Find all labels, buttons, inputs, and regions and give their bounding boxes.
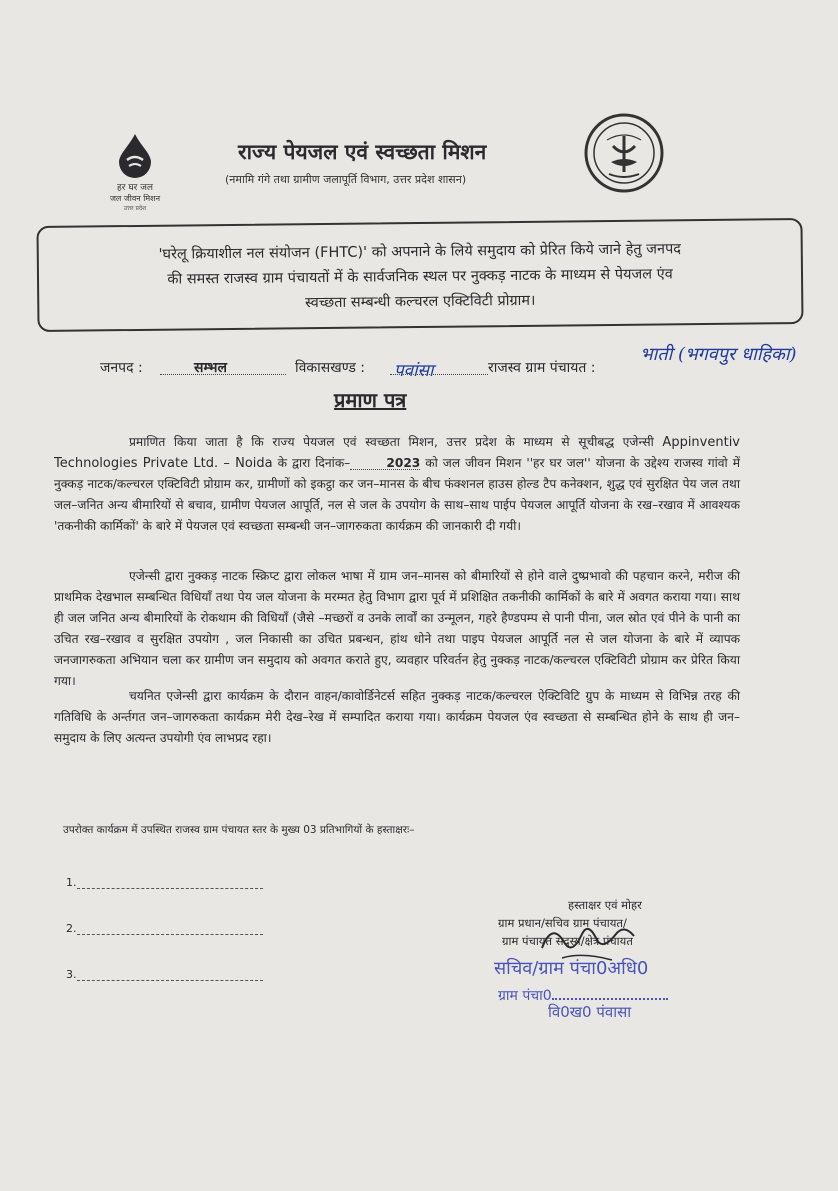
para3-text: चयनित एजेन्सी द्वारा कार्यक्रम के दौरान वाहन/कावोर्डिनेटर्स सहित नुक्कड़ नाटक/कल्चरल ऐक्टिविटि ग्रुप के माध्यम से विभिन्न तरह की गतिविधि के अर्न्तगत जन–जागरुकता कार्यक्रम मेरी देख–रेख में सम्पादित कराया गया। कार्यक्रम पेयजल एंव स्वच्छता से सम्बन्धित होने के साथ ही जन–समुदाय के लिए अत्यन्त उपयोगी एंव लाभप्रद रहा। <box>54 689 740 745</box>
signature-line-number: 1. <box>66 876 77 889</box>
certificate-paragraph-1 <box>54 432 740 537</box>
stamp-line-1: सचिव/ग्राम पंचा0अधि0 <box>494 958 649 979</box>
signature-line-number: 3. <box>66 968 77 981</box>
signer-title-1: हस्ताक्षर एवं मोहर <box>568 898 642 912</box>
page-subtitle: (नमामि गंगे तथा ग्रामीण जलापूर्ति विभाग, उत्तर प्रदेश शासन) <box>225 173 467 186</box>
signature-line-number: 2. <box>66 922 77 935</box>
logo-tag-line: जल जीवन मिशन <box>109 194 161 203</box>
program-line: 'घरेलू क्रियाशील नल संयोजन (FHTC)' को अपनाने के लिये समुदाय को प्रेरित किये जाने हेतु जनपद <box>158 241 682 263</box>
stamp-line-3: वि0ख0 पंवासा <box>548 1003 632 1021</box>
location-fields <box>100 344 830 381</box>
program-line: स्वच्छता सम्बन्धी कल्चरल एक्टिविटी प्रोग्राम। <box>304 292 536 312</box>
certificate-paragraph-2 <box>54 566 740 692</box>
water-drop-icon <box>115 132 155 178</box>
panchayat-value-handwritten: भाती (भगवपुर धाहिका) <box>640 344 797 365</box>
certificate-paragraph-3 <box>54 686 740 749</box>
block-label: विकासखण्ड : <box>295 360 366 376</box>
participant-signature-line <box>66 876 263 889</box>
block-field <box>390 358 488 381</box>
signer-title-3: ग्राम पंचायत सदस्य/क्षेत्र पंचायत <box>502 934 633 948</box>
district-value: सम्भल <box>194 360 227 376</box>
participant-signature-line <box>66 968 263 981</box>
district-label: जनपद : <box>100 360 143 376</box>
program-description-box <box>36 218 803 332</box>
para1-text-c: को जल जीवन मिशन ''हर घर जल'' योजना के उद्देश्य राजस्व गांवो में नुक्कड़ नाटक/कल्चरल एक्टिविटी प्रोग्राम कर, ग्रामीणों को इकट्ठा कर जन–मानस के बीच फंक्शनल हाउस होल्ड टैप कनेक्शन, शुद्ध एवं सुरक्षित पेय जल तथा जल–जनित अन्य बीमारियों से बचाव, ग्रामीण पेयजल आपूर्ति, नल से जल के उपयोग के साथ–साथ पाईप पेयजल आपूर्ति योजना के रख–रखाव में आवश्यक 'तकनीकी कार्मिकों' के बारे में पेयजल एवं स्वच्छता सम्बन्धी जन–जागरुकता कार्यक्रम की जानकारी दी गयी। <box>54 456 741 533</box>
participants-signature-intro: उपरोक्त कार्यक्रम में उपस्थित राजस्व ग्राम पंचायत स्तर के मुख्य 03 प्रतिभागियों के हस्ताक्षरः– <box>63 824 415 836</box>
jal-jeevan-mission-logo <box>95 132 175 212</box>
program-line: की समस्त राजस्व ग्राम पंचायतों में के सार्वजनिक स्थल पर नुक्कड़ नाटक के माध्यम से पेयजल एंव <box>167 266 673 288</box>
district-field <box>160 358 286 375</box>
para1-text-a: प्रमाणित किया जाता है कि राज्य पेयजल एवं स्वच्छता मिशन, उत्तर प्रदेश के माध्यम से सूचीबद्ध एजेन्सी <box>129 435 654 449</box>
up-government-emblem <box>583 112 665 194</box>
agency-name: Appinventiv Technologies Private Ltd. – Noida <box>54 435 741 471</box>
signer-title-2: ग्राम प्रधान/सचिव ग्राम पंचायत/ <box>498 916 627 930</box>
block-value-handwritten: पवांसा <box>394 361 434 381</box>
stamp-line-2-text: ग्राम पंचा0 <box>498 988 552 1004</box>
page-title: राज्य पेयजल एवं स्वच्छता मिशन <box>238 140 487 164</box>
certificate-title: प्रमाण पत्र <box>334 388 407 412</box>
para1-text-b: के द्वारा दिनांक– <box>277 456 351 470</box>
para2-text: एजेन्सी द्वारा नुक्कड़ नाटक स्क्रिप्ट द्वारा लोकल भाषा में ग्राम जन–मानस को बीमारियों से होने वाले दुष्प्रभावो की पहचान करने, मरीज की प्राथमिक देखभाल सम्बन्धित विधियाँ तथा पेय जल योजना के मरम्मत हेतु विभाग द्वारा पूर्व में प्रशिक्षित तकनीकी कार्मिकों के बारे में अवगत कराया गया। साथ ही जल जनित अन्य बीमारियों के रोकथाम की विधियाँ (जैसे –मच्छरों व उनके लार्वों का उन्मूलन, गहरे हैण्डपम्प से पानी पीना, जल स्रोत एवं पीने के पानी का उचित रख–रखाव व सुरक्षित उपयोग , जल निकासी का उचित प्रबन्धन, हांथ धोने तथा पाइप पेयजल आपूर्ति नल से जल योजना के बारे में व्यापक जनजागरुकता अभियान चला कर ग्रामीण जन समुदाय को अवगत कराते हुए, व्यवहार परिवर्तन हेतु नुक्कड़ नाटक/कल्चरल एक्टिविटी प्रोग्राम कर प्रेरित किया गया। <box>54 569 740 688</box>
participant-signature-line <box>66 922 263 935</box>
signer-stamp-area <box>492 896 792 1026</box>
logo-tag-line: हर घर जल <box>117 183 153 193</box>
panchayat-label: राजस्व ग्राम पंचायत : <box>488 360 596 376</box>
logo-tag-line: उत्तर प्रदेश <box>123 205 147 212</box>
program-date: 2023 <box>350 453 420 470</box>
